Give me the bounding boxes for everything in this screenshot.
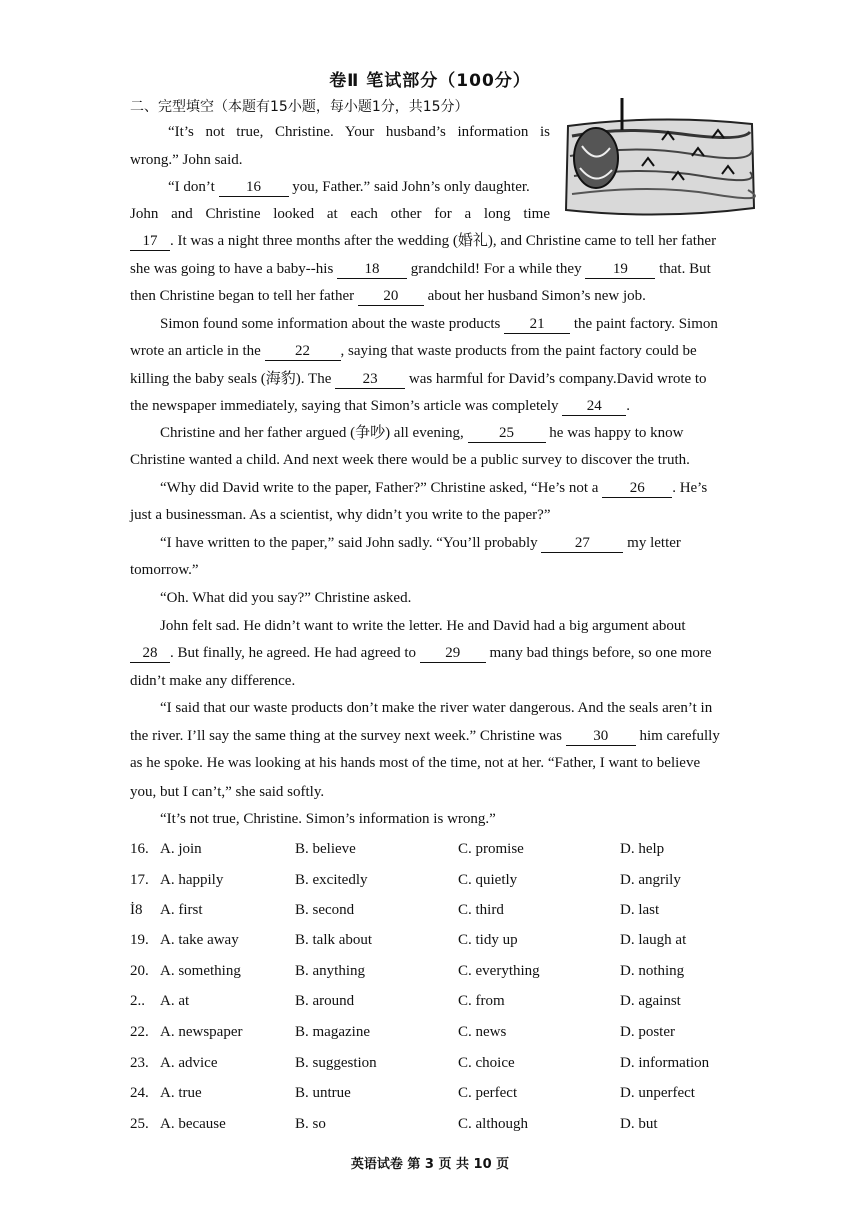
option-d: D. against (620, 993, 681, 1009)
option-d: D. nothing (620, 963, 685, 979)
passage-text: “I don’t (168, 179, 215, 195)
option-a: A. newspaper (160, 1024, 243, 1040)
question-number: 20. (130, 963, 149, 979)
passage-text: . (626, 398, 630, 414)
passage-text: “I have written to the paper,” said John sadly. “You’ll probably (160, 535, 538, 551)
passage-text: , saying that waste products from the paint factory could be (340, 343, 697, 359)
passage-line (130, 286, 763, 306)
passage-text: you, Father.” said John’s only daughter. (292, 179, 530, 195)
option-b: B. talk about (295, 932, 373, 948)
section-heading: 二、完型填空（本题有15小题，每小题1分，共15分） (130, 99, 469, 115)
passage-text: . It was a night three months after the wedding (婚礼), and Christine came to tell her father (170, 233, 717, 249)
passage-text: . He’s (672, 480, 708, 496)
option-a: A. something (160, 963, 241, 979)
passage-line: “Oh. What did you say?” Christine asked. (160, 590, 412, 606)
passage-line (160, 478, 763, 498)
option-a: A. advice (160, 1055, 218, 1071)
passage-line: just a businessman. As a scientist, why didn’t you write to the paper?” (130, 507, 551, 523)
passage-line: John and Christine looked at each other for a long time (130, 206, 550, 222)
option-a: A. because (160, 1116, 226, 1132)
blank-16: 16 (219, 179, 289, 197)
option-d: D. laugh at (620, 932, 687, 948)
question-number: 25. (130, 1116, 149, 1132)
passage-line (130, 643, 763, 663)
option-d: D. information (620, 1055, 710, 1071)
blank-22: 22 (265, 343, 341, 361)
passage-text: Christine and her father argued (争吵) all evening, (160, 425, 464, 441)
passage-line: “It’s not true, Christine. Your husband’s information is (168, 124, 550, 140)
question-number: 22. (130, 1024, 149, 1040)
blank-17: 17 (130, 233, 170, 251)
blank-19: 19 (585, 261, 655, 279)
blank-28: 28 (130, 645, 170, 663)
passage-line: “I said that our waste products don’t make the river water dangerous. And the seals aren’t in (160, 700, 713, 716)
passage-line (160, 533, 763, 553)
passage-line: “It’s not true, Christine. Simon’s information is wrong.” (160, 811, 496, 827)
page-title: 卷Ⅱ 笔试部分（100分） (329, 71, 531, 91)
passage-line: you, but I can’t,” she said softly. (130, 784, 325, 800)
option-b: B. around (295, 993, 355, 1009)
passage-text: about her husband Simon’s new job. (427, 288, 646, 304)
option-d: D. angrily (620, 872, 681, 888)
option-a: A. at (160, 993, 190, 1009)
option-b: B. suggestion (295, 1055, 377, 1071)
passage-line (130, 259, 763, 279)
passage-text: he was happy to know (549, 425, 684, 441)
passage-line (130, 231, 763, 251)
question-number: 17. (130, 872, 149, 888)
option-c: C. although (458, 1116, 528, 1132)
passage-line: Christine wanted a child. And next week there would be a public survey to discover the truth. (130, 452, 690, 468)
passage-text: she was going to have a baby--his (130, 261, 334, 277)
option-d: D. last (620, 902, 660, 918)
passage-line: wrong.” John said. (130, 152, 243, 168)
option-a: A. true (160, 1085, 202, 1101)
option-b: B. magazine (295, 1024, 370, 1040)
passage-text: killing the baby seals (海豹). The (130, 371, 332, 387)
passage-line (168, 177, 550, 197)
option-c: C. quietly (458, 872, 518, 888)
blank-27: 27 (541, 535, 623, 553)
passage-text: the river. I’ll say the same thing at the survey next week.” Christine was (130, 728, 562, 744)
passage-text: . But finally, he agreed. He had agreed to (170, 645, 417, 661)
passage-line (130, 396, 763, 416)
option-c: C. tidy up (458, 932, 518, 948)
passage-text: was harmful for David’s company.David wrote to (408, 371, 707, 387)
passage-text: wrote an article in the (130, 343, 261, 359)
option-a: A. first (160, 902, 203, 918)
question-number: 23. (130, 1055, 149, 1071)
blank-18: 18 (337, 261, 407, 279)
page-footer: 英语试卷 第 3 页 共 10 页 (350, 1157, 510, 1172)
question-number: İ8 (130, 902, 143, 918)
passage-line: didn’t make any difference. (130, 673, 296, 689)
passage-text: him carefully (639, 728, 720, 744)
passage-line: tomorrow.” (130, 562, 199, 578)
blank-25: 25 (468, 425, 546, 443)
option-a: A. join (160, 841, 202, 857)
passage-text: the paint factory. Simon (573, 316, 718, 332)
passage-line: as he spoke. He was looking at his hands most of the time, not at her. “Father, I want to believe (130, 755, 701, 771)
option-d: D. help (620, 841, 665, 857)
passage-line: John felt sad. He didn’t want to write the letter. He and David had a big argument about (160, 618, 686, 634)
option-a: A. take away (160, 932, 239, 948)
option-d: D. but (620, 1116, 658, 1132)
passage-text: that. But (659, 261, 711, 277)
blank-24: 24 (562, 398, 626, 416)
option-c: C. news (458, 1024, 507, 1040)
passage-line (160, 423, 763, 443)
passage-text: many bad things before, so one more (489, 645, 712, 661)
option-d: D. poster (620, 1024, 675, 1040)
question-number: 16. (130, 841, 149, 857)
option-d: D. unperfect (620, 1085, 695, 1101)
option-c: C. promise (458, 841, 524, 857)
option-b: B. anything (295, 963, 365, 979)
passage-text: the newspaper immediately, saying that Simon’s article was completely (130, 398, 559, 414)
option-c: C. everything (458, 963, 540, 979)
question-number: 24. (130, 1085, 149, 1101)
option-a: A. happily (160, 872, 224, 888)
option-b: B. untrue (295, 1085, 351, 1101)
passage-line (130, 726, 763, 746)
passage-text: grandchild! For a while they (410, 261, 582, 277)
passage-text: “Why did David write to the paper, Father?” Christine asked, “He’s not a (160, 480, 599, 496)
option-c: C. perfect (458, 1085, 518, 1101)
option-b: B. second (295, 902, 355, 918)
passage-text: my letter (627, 535, 681, 551)
option-b: B. excitedly (295, 872, 368, 888)
option-b: B. believe (295, 841, 356, 857)
blank-30: 30 (566, 728, 636, 746)
question-number: 2.. (130, 993, 145, 1009)
option-c: C. from (458, 993, 505, 1009)
blank-29: 29 (420, 645, 486, 663)
blank-23: 23 (335, 371, 405, 389)
blank-20: 20 (358, 288, 424, 306)
option-b: B. so (295, 1116, 326, 1132)
blank-21: 21 (504, 316, 570, 334)
passage-line (130, 341, 763, 361)
option-c: C. choice (458, 1055, 515, 1071)
option-c: C. third (458, 902, 504, 918)
passage-line (130, 369, 763, 389)
question-number: 19. (130, 932, 149, 948)
passage-text: Simon found some information about the waste products (160, 316, 501, 332)
passage-line (160, 314, 763, 334)
passage-text: then Christine began to tell her father (130, 288, 355, 304)
blank-26: 26 (602, 480, 672, 498)
